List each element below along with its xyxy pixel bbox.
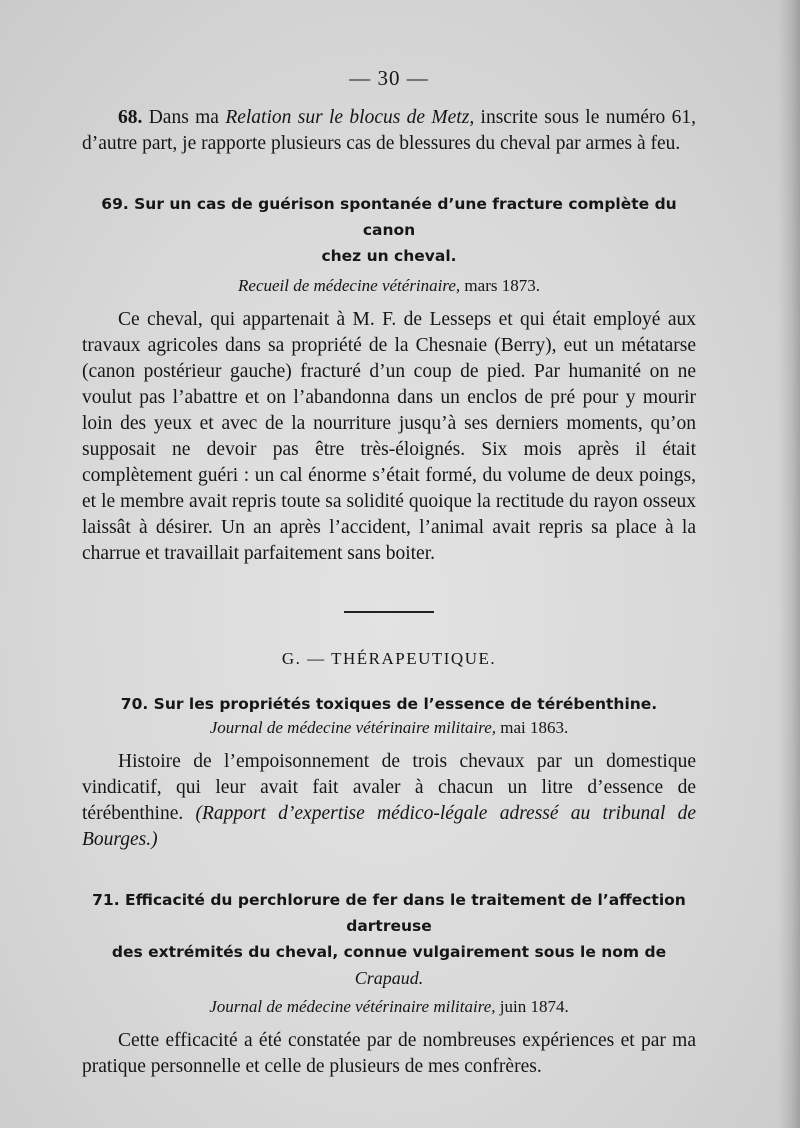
item-71-heading-line2 (82, 939, 696, 992)
item-70-body (82, 749, 696, 853)
item-69-heading-line2: chez un cheval. (321, 247, 457, 265)
item-70-source-date: mai 1863. (496, 718, 569, 737)
section-g-name: THÉRAPEUTIQUE. (331, 649, 497, 668)
item-69-body: Ce cheval, qui appartenait à M. F. de Lesseps et qui était employé aux travaux agricoles dans sa propriété de la Chesnaie (Berry), eut un métatarse (canon postérieur gauche) fracturé d’un coup de pied. Par humanité on ne voulut pas l’abattre et on l’abandonna dans un enclos de pré pour y mourir loin des yeux et avec de la nourriture jusqu’à ses derniers moments, qu’on supposait ne devoir pas être très-éloignés. Six mois après il était complètement guéri : un cal énorme s’était formé, du volume de deux poings, et le membre avait repris toute sa solidité quoique la rectitude du rayon osseux laissât à désirer. Un an après l’accident, l’animal avait repris sa place à la charrue et travaillait parfaitement sans boiter. (82, 309, 696, 564)
section-g-letter: G. — (281, 649, 332, 668)
item-68-title: Relation sur le blocus de Metz, (225, 107, 475, 128)
page-content (82, 66, 696, 1080)
item-71-heading-line2-text: des extrémités du cheval, connue vulgairement sous le nom de (111, 943, 667, 961)
page-number: — 30 — (349, 66, 429, 90)
section-g-title (82, 649, 696, 669)
item-70-source-journal: Journal de médecine vétérinaire militaire, (209, 718, 496, 737)
item-69-source-journal: Recueil de médecine vétérinaire, (238, 276, 461, 295)
page-edge-shadow (778, 0, 800, 1128)
item-70-heading: 70. Sur les propriétés toxiques de l’essence de térébenthine. (120, 695, 658, 713)
item-71-heading-line1: 71. Efficacité du perchlorure de fer dans le traitement de l’affection dartreuse (92, 891, 686, 935)
item-71-body: Cette efficacité a été constatée par de nombreuses expériences et par ma pratique personnelle et celle de plusieurs de mes confrères. (82, 1030, 696, 1077)
item-68-text-before: Dans ma (142, 107, 226, 128)
item-68-number: 68. (118, 107, 143, 128)
item-70-source (82, 717, 696, 739)
item-68-text-after: inscrite sous le numéro 61, d’autre part, je rapporte plusieurs cas de blessures du cheval par armes à feu. (82, 107, 697, 154)
item-71-heading-italic: Crapaud. (354, 968, 424, 988)
item-71-source-journal: Journal de médecine vétérinaire militaire, (209, 997, 496, 1016)
item-71-source (82, 996, 696, 1018)
item-69-source-date: mars 1873. (460, 276, 540, 295)
item-70-body-text: Histoire de l’empoisonnement de trois chevaux par un domestique vindicatif, qui leur avait fait avaler à chacun un litre d’essence de térébenthine. (82, 751, 696, 824)
item-68-paragraph (82, 105, 696, 157)
item-69-heading-line1: 69. Sur un cas de guérison spontanée d’une fracture complète du canon (101, 195, 677, 239)
item-70-body-italic: (Rapport d’expertise médico-légale adressé au tribunal de Bourges.) (82, 803, 697, 850)
item-69-source (82, 275, 696, 297)
item-71-source-date: juin 1874. (495, 997, 569, 1016)
